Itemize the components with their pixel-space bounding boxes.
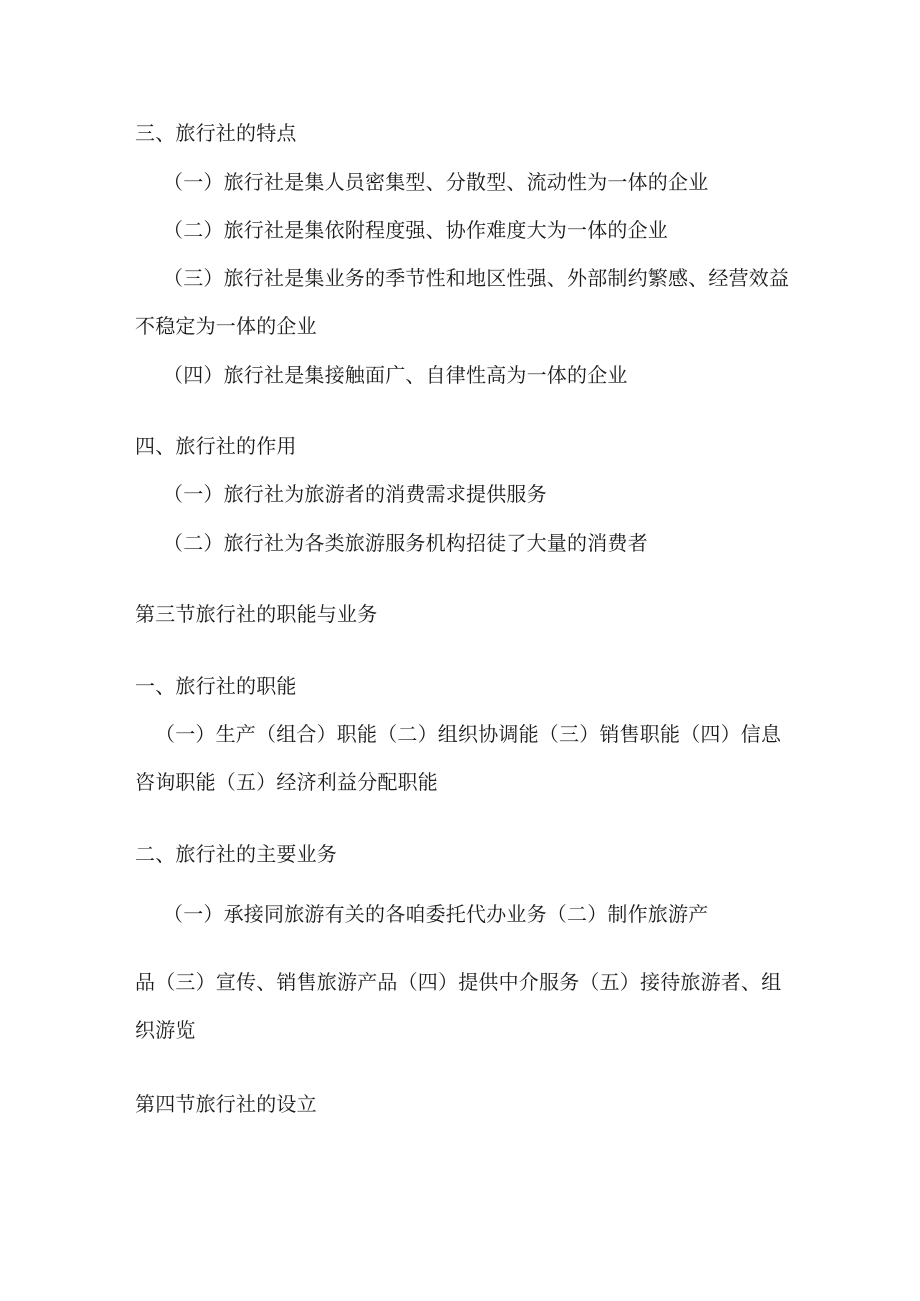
paragraph-line: （二）旅行社为各类旅游服务机构招徒了大量的消费者	[163, 531, 648, 555]
paragraph-line: （三）旅行社是集业务的季节性和地区性强、外部制约繁感、经营效益	[163, 266, 790, 290]
paragraph-line: （一）旅行社为旅游者的消费需求提供服务	[163, 482, 547, 506]
paragraph-line: （一）生产（组合）职能（二）组织协调能（三）销售职能（四）信息	[155, 722, 782, 746]
paragraph-line: 织游览	[135, 1018, 196, 1042]
section-heading-features: 三、旅行社的特点	[135, 121, 297, 145]
section-heading-establishment: 第四节旅行社的设立	[135, 1092, 317, 1116]
paragraph-line: 咨询职能（五）经济利益分配职能	[135, 770, 438, 794]
section-heading-roles: 四、旅行社的作用	[135, 434, 297, 458]
section-heading-functions-business: 第三节旅行社的职能与业务	[135, 602, 378, 626]
paragraph-line: 品（三）宣传、销售旅游产品（四）提供中介服务（五）接待旅游者、组	[135, 970, 782, 994]
paragraph-line: 不稳定为一体的企业	[135, 314, 317, 338]
section-heading-functions: 一、旅行社的职能	[135, 674, 297, 698]
paragraph-line: （二）旅行社是集依附程度强、协作难度大为一体的企业	[163, 218, 668, 242]
paragraph-line: （一）承接同旅游有关的各咱委托代办业务（二）制作旅游产	[163, 902, 709, 926]
paragraph-line: （一）旅行社是集人员密集型、分散型、流动性为一体的企业	[163, 170, 709, 194]
paragraph-line: （四）旅行社是集接触面广、自律性高为一体的企业	[163, 363, 628, 387]
section-heading-main-business: 二、旅行社的主要业务	[135, 842, 337, 866]
